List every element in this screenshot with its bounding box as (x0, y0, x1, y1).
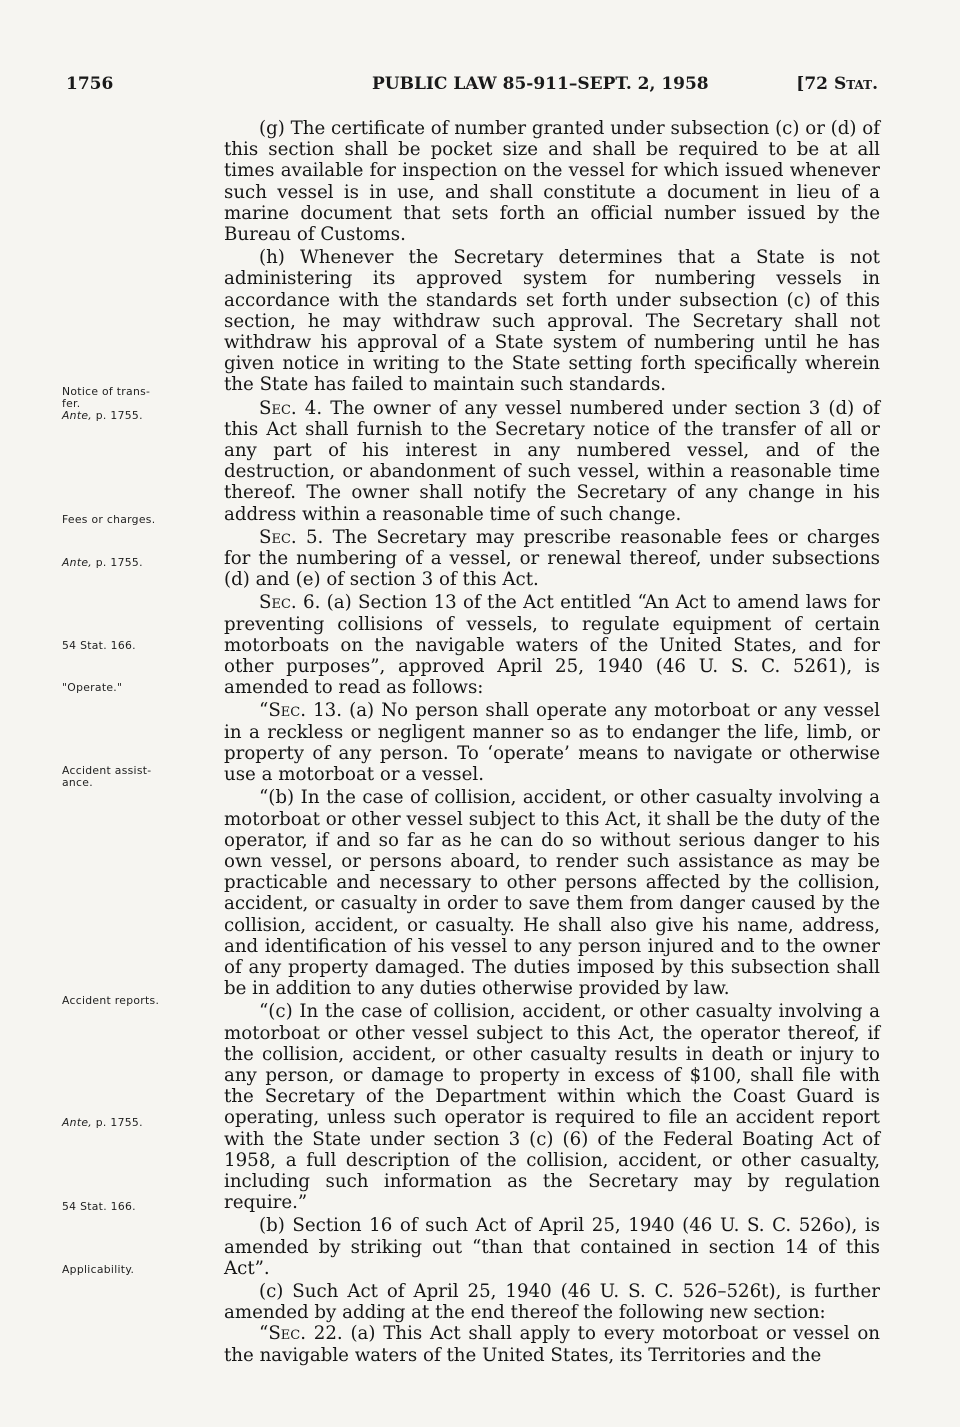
margin-note-accident-assistance: Accident assist- ance. (62, 764, 152, 789)
section-label: Sec. (268, 1323, 306, 1345)
volume-stat: Stat. (833, 74, 878, 94)
paragraph-section-13b: “(b) In the case of collision, accident, or other casualty involving a motorboat or other vessel subject to this Act, it shall be the duty of the operator, if and so far as he can do so without serious danger to his own vessel, or persons aboard, to render such assistance as may be practicable and necessary to other persons affected by the collision, accident, or casualty in order to save them from danger caused by the collision, accident, or casualty. He shall also give his name, address, and identification of his vessel to any person injured and to the owner of any property damaged. The duties imposed by this subsection shall be in addition to any duties otherwise provided by law. (224, 787, 880, 1000)
section-text: 6. (a) Section 13 of the Act entitled “An Act to amend laws for preventing collisions of vessels, to regulate equipment of certain motorboats on the navigable waters of the United States, and for other purposes”, approved April 25, 1940 (46 U. S. C. 5261), is amended to read as follows: (224, 592, 880, 699)
paragraph-section-22 (224, 1323, 880, 1365)
margin-note-ante-label: Ante, (62, 556, 93, 569)
margin-note-ante-label: Ante, (62, 1116, 93, 1129)
margin-note-ante (62, 557, 212, 569)
section-label: Sec. (259, 592, 297, 614)
volume-reference (796, 74, 878, 94)
paragraph-section-13c: “(c) In the case of collision, accident, or other casualty involving a motorboat or other vessel subject to this Act, the operator thereof, if the collision, accident, or other casualty results in death or injury to any person, or damage to property in excess of $100, shall file with the Secretary of the Department within which the Coast Guard is operating, unless such operator is required to file an accident report with the State under section 3 (c) (6) of the Federal Boating Act of 1958, a full description of the collision, accident, or other casualty, including such information as the Secretary may by regulation require.” (224, 1001, 880, 1214)
open-quote: “ (259, 700, 269, 722)
margin-note-notice-of-transfer: Notice of trans- fer. (62, 385, 151, 410)
open-quote: “ (259, 1323, 269, 1345)
margin-note-applicability: Applicability. (62, 1263, 135, 1276)
paragraph-section-6 (224, 592, 880, 698)
margin-note-accident-reports: Accident reports. (62, 994, 160, 1007)
margin-note-ante-page: p. 1755. (92, 409, 143, 422)
paragraph-section-5 (224, 527, 880, 591)
margin-note-ante-label: Ante, (62, 409, 93, 422)
page-title: PUBLIC LAW 85-911–SEPT. 2, 1958 (372, 74, 709, 94)
paragraph-subsection-h: (h) Whenever the Secretary determines that a State is not administering its approved system for numbering vessels in accordance with the standards set forth under subsection (c) of this section, he may withdraw such approval. The Secretary shall not withdraw his approval of a State system of numbering until he has given notice in writing to the State setting forth specifically wherein the State has failed to maintain such standards. (224, 247, 880, 396)
volume-bracket: [ (796, 74, 805, 94)
section-text: 22. (a) This Act shall apply to every motorboat or vessel on the navigable waters of the United States, its Territories and the (224, 1323, 880, 1366)
section-label: Sec. (259, 526, 297, 548)
section-label: Sec. (259, 397, 297, 419)
margin-note-ante-page: p. 1755. (92, 556, 143, 569)
page-number: 1756 (66, 74, 114, 94)
section-text: 5. The Secretary may prescribe reasonable fees or charges for the numbering of a vessel, or renewal thereof, under subsections (d) and (e) of section 3 of this Act. (224, 526, 880, 591)
margin-note-ante (62, 410, 212, 422)
section-label: Sec. (268, 700, 306, 722)
margin-note-operate: "Operate." (62, 681, 123, 694)
paragraph-section-13a (224, 700, 880, 785)
volume-number: 72 (804, 74, 829, 94)
paragraph-section-6b: (b) Section 16 of such Act of April 25, 1940 (46 U. S. C. 526o), is amended by striking out “than that contained in section 14 of this Act”. (224, 1215, 880, 1279)
paragraph-section-6c: (c) Such Act of April 25, 1940 (46 U. S. C. 526–526t), is further amended by adding at the end thereof the following new section: (224, 1280, 880, 1324)
margin-note-ante-page: p. 1755. (92, 1116, 143, 1129)
paragraph-section-4 (224, 398, 880, 525)
margin-note-statute: 54 Stat. 166. (62, 639, 136, 652)
body-text (224, 118, 880, 1366)
section-text: 4. The owner of any vessel numbered under section 3 (d) of this Act shall furnish to the Secretary notice of the transfer of all or any part of his interest in any numbered vessel, and of the destruction, or abandonment of such vessel, within a reasonable time thereof. The owner shall notify the Secretary of any change in his address within a reasonable time of such change. (224, 397, 880, 525)
margin-note-statute: 54 Stat. 166. (62, 1200, 136, 1213)
margin-note-fees: Fees or charges. (62, 513, 156, 526)
margin-note-ante (62, 1117, 212, 1129)
paragraph-subsection-g: (g) The certificate of number granted under subsection (c) or (d) of this section shall be pocket size and shall be required to be at all times available for inspection on the vessel for which issued whenever such vessel is in use, and shall constitute a document in lieu of a marine document that sets forth an official number issued by the Bureau of Customs. (224, 118, 880, 246)
section-text: 13. (a) No person shall operate any motorboat or any vessel in a reckless or negligent manner so as to endanger the life, limb, or property of any person. To ‘operate’ means to navigate or otherwise use a motorboat or a vessel. (224, 700, 880, 786)
